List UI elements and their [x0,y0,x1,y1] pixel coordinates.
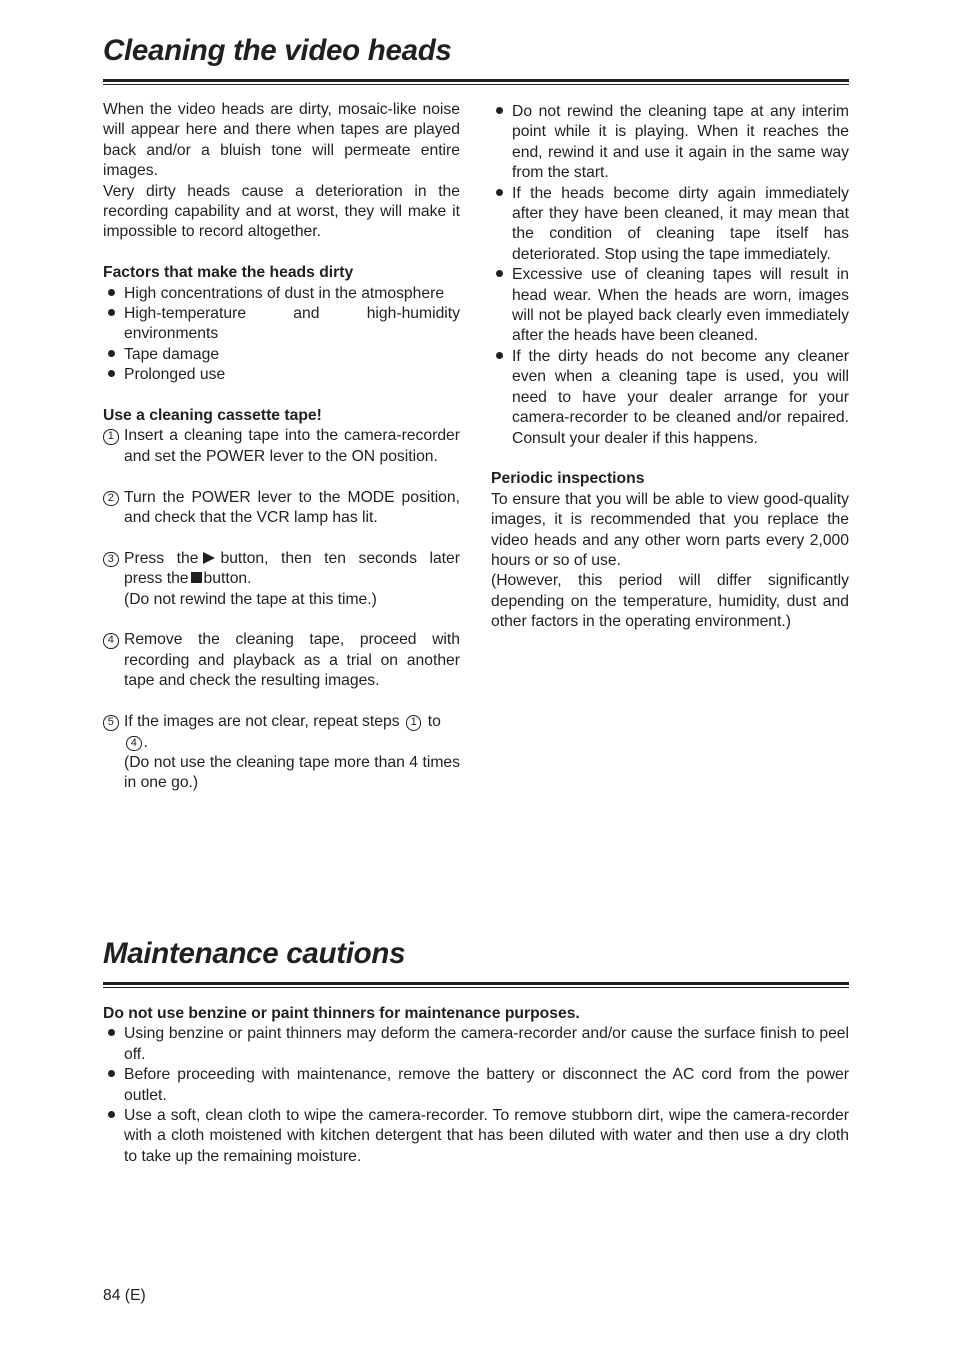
step-number: 3 [103,552,119,568]
factor-item: High concentrations of dust in the atmosphere [103,284,460,304]
periodic-paragraph: (However, this period will differ significantly depending on the temperature, humidity, dust and other factors in the operating environment.) [491,572,849,631]
step-note: (Do not use the cleaning tape more than 4 times in one go.) [124,753,460,792]
bullet-dot-icon [108,1070,115,1077]
bullet-dot-icon [496,270,503,277]
bullet-dot-icon [108,289,115,296]
right-column [491,102,849,633]
bullet-dot-icon [496,189,503,196]
step-5: 5 If the images are not clear, repeat steps 1 to 4 . (Do not use the cleaning tape more than 4 times in one go.) [103,712,460,794]
maintenance-lead: Do not use benzine or paint thinners for maintenance purposes. [103,1005,580,1022]
bullet-dot-icon [108,370,115,377]
periodic-paragraph: To ensure that you will be able to view good-quality images, it is recommended that you replace the video heads and any other worn parts every 2,000 hours or so of use. [491,490,849,569]
bullet-dot-icon [108,1029,115,1036]
maintenance-item: Before proceeding with maintenance, remove the battery or disconnect the AC cord from the power outlet. [103,1065,849,1106]
factor-item: Tape damage [103,345,460,365]
factor-item: High-temperature and high-humidity environments [103,304,460,345]
bullet-dot-icon [496,352,503,359]
step-3: 3 Press the button, then ten seconds later press the button. (Do not rewind the tape at this time.) [103,549,460,610]
cleaning-heading: Use a cleaning cassette tape! [103,407,322,425]
title-rule [103,79,849,85]
page-number: 84 (E) [103,1287,146,1304]
factors-heading: Factors that make the heads dirty [103,264,354,282]
step-1: 1 Insert a cleaning tape into the camera-recorder and set the POWER lever to the ON position. [103,426,460,467]
step-reference: 4 [126,736,142,752]
step-2: 2 Turn the POWER lever to the MODE position, and check that the VCR lamp has lit. [103,488,460,529]
step-reference: 1 [406,715,422,731]
intro-paragraph: When the video heads are dirty, mosaic-like noise will appear here and there when tapes are played back and/or a bluish tone will permeate entire images. [103,101,460,180]
intro-paragraph: Very dirty heads cause a deterioration in the recording capability and at worst, they will make it impossible to record altogether. [103,182,460,241]
bullet-dot-icon [108,350,115,357]
left-column [103,100,460,794]
caution-item: If the heads become dirty again immediately after they have been cleaned, it may mean that the condition of cleaning tape itself has deteriorated. Stop using the tape immediately. [491,184,849,266]
step-number: 2 [103,491,119,507]
maintenance-item: Use a soft, clean cloth to wipe the camera-recorder. To remove stubborn dirt, wipe the camera-recorder with a cloth moistened with kitchen detergent that has been diluted with water and then use a dry cloth to take up the remaining moisture. [103,1106,849,1167]
title-rule [103,982,849,988]
maintenance-item: Using benzine or paint thinners may deform the camera-recorder and/or cause the surface finish to peel off. [103,1024,849,1065]
step-4: 4 Remove the cleaning tape, proceed with recording and playback as a trial on another tape and check the resulting images. [103,630,460,691]
section-title-maintenance: Maintenance cautions [103,937,406,970]
bullet-dot-icon [108,309,115,316]
play-triangle-icon [203,552,215,564]
stop-square-icon [191,572,202,583]
bullet-dot-icon [108,1111,115,1118]
step-number: 4 [103,633,119,649]
step-number: 1 [103,429,119,445]
periodic-heading: Periodic inspections [491,470,645,488]
maintenance-body [103,1004,849,1167]
step-number: 5 [103,715,119,731]
bullet-dot-icon [496,107,503,114]
step-note: (Do not rewind the tape at this time.) [124,590,377,608]
caution-item: If the dirty heads do not become any cleaner even when a cleaning tape is used, you will need to have your dealer arrange for your camera-recorder to be cleaned and/or repaired. Consult your dealer if this happens. [491,347,849,449]
caution-item: Do not rewind the cleaning tape at any interim point while it is playing. When it reaches the end, rewind it and use it again in the same way from the start. [491,102,849,184]
section-title-cleaning: Cleaning the video heads [103,34,452,67]
caution-item: Excessive use of cleaning tapes will result in head wear. When the heads are worn, images will not be played back clearly even immediately after the heads have been cleaned. [491,265,849,347]
factor-item: Prolonged use [103,365,460,385]
